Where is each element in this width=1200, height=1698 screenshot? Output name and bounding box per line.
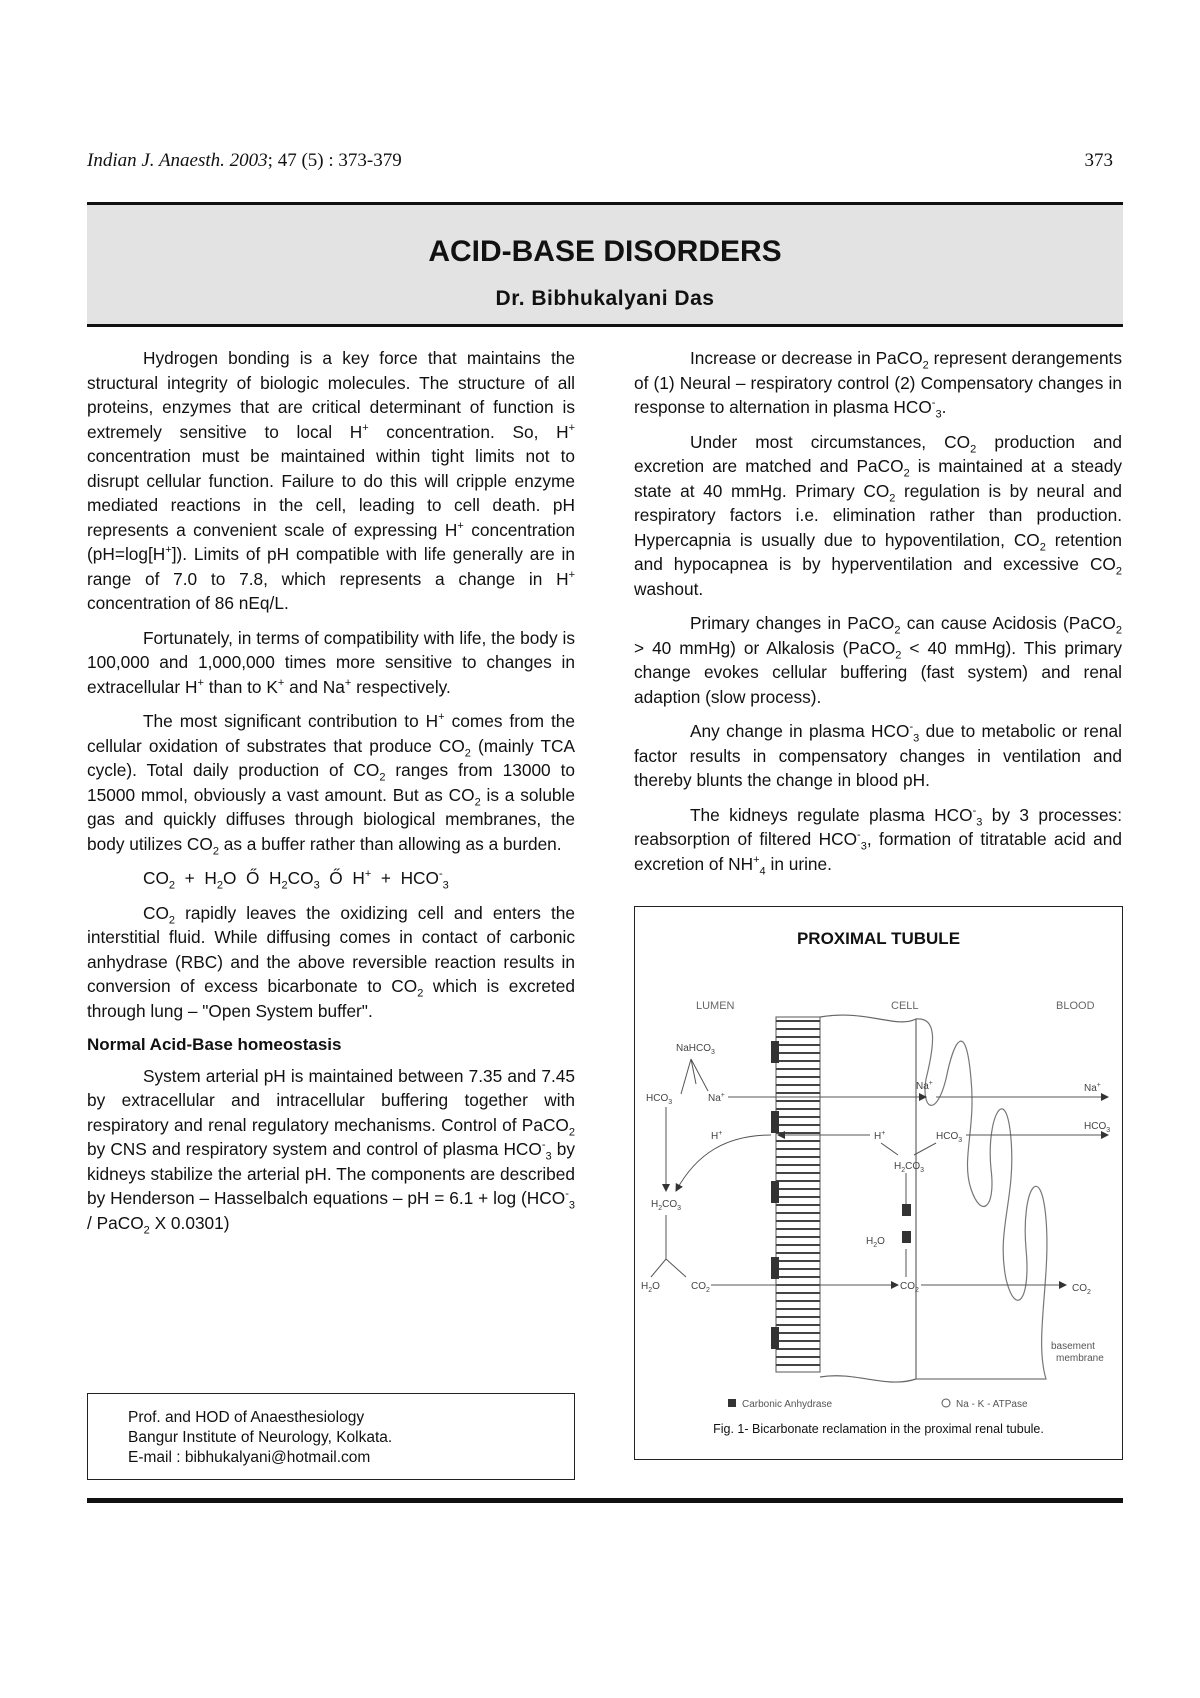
cell-outline bbox=[820, 1015, 916, 1382]
basement-label: basement bbox=[1051, 1341, 1095, 1352]
hco3-cell-label: $HCO_3$ bbox=[936, 1131, 963, 1144]
h2o-cell-label: $H_2O$ bbox=[866, 1236, 885, 1249]
affiliation-title: Prof. and HOD of Anaesthesiology bbox=[128, 1409, 365, 1426]
paragraph: Primary changes in PaCO$_2$ can cause Acidosis (PaCO$_2$ > 40 mmHg) or Alkalosis (PaCO$_2$ < 40 mmHg). This primary change evokes cellular buffering (fast system) and renal adaption (slow process). bbox=[634, 613, 1123, 707]
affiliation-institute: Bangur Institute of Neurology, Kolkata. bbox=[128, 1429, 393, 1446]
na-lumen-label: Na+ bbox=[708, 1092, 725, 1104]
equation: $CO_2 + H_2O$ Ő $H_2CO_3$ Ő $H^+ + HCO^-_3$ bbox=[143, 868, 449, 892]
membrane-label: membrane bbox=[1056, 1353, 1104, 1364]
basolateral-folds bbox=[916, 1019, 1047, 1379]
article-title: ACID-BASE DISORDERS bbox=[428, 235, 782, 268]
figure-caption: Fig. 1- Bicarbonate reclamation in the proximal renal tubule. bbox=[713, 1422, 1044, 1436]
co2-lumen-label: $CO_2$ bbox=[691, 1281, 710, 1294]
h2co3-cell-label: $H_2CO_3$ bbox=[894, 1161, 925, 1174]
right-column bbox=[634, 346, 1122, 886]
paragraph: Increase or decrease in PaCO$_2$ represent derangements of (1) Neural – respiratory control (2) Compensatory changes in response to alternation in plasma $HCO^-_3$. bbox=[634, 348, 1122, 421]
left-column bbox=[87, 346, 575, 1245]
article-author: Dr. Bibhukalyani Das bbox=[495, 287, 715, 310]
hco3-blood-label: $HCO_3$ bbox=[1084, 1121, 1111, 1134]
journal-volume: ; 47 (5) : 373-379 bbox=[267, 150, 402, 171]
h2co3-lumen-label: $H_2CO_3$ bbox=[651, 1199, 682, 1212]
atpase-legend-icon bbox=[942, 1399, 950, 1407]
affiliation-box bbox=[87, 1393, 575, 1480]
h2o-lumen-label: $H_2O$ bbox=[641, 1281, 660, 1294]
paragraph: Any change in plasma $HCO^-_3$ due to metabolic or renal factor results in compensatory changes in ventilation and thereby blunts the change in blood pH. bbox=[634, 721, 1122, 790]
figure-box bbox=[634, 906, 1123, 1460]
legend-atpase: Na - K - ATPase bbox=[956, 1399, 1028, 1410]
section-heading: Normal Acid-Base homeostasis bbox=[87, 1035, 342, 1054]
figure-title: PROXIMAL TUBULE bbox=[796, 929, 961, 948]
paragraph: System arterial pH is maintained between 7.35 and 7.45 by extracellular and intracellular buffering together with respiratory and renal regulatory mechanisms. Control of PaCO$_2$ by CNS and respiratory system and control of plasma $HCO^-_3$ by kidneys stabilize the arterial pH. The components are described by Henderson – Hasselbalch equations – pH = $6.1 + \log (HCO^-_3$ / PaCO$_2$ X 0.0301) bbox=[87, 1065, 575, 1236]
legend-carbonic-anhydrase: Carbonic Anhydrase bbox=[742, 1399, 833, 1410]
proximal-tubule-diagram bbox=[636, 959, 1122, 1429]
paragraph: Fortunately, in terms of compatibility with life, the body is 100,000 and 1,000,000 times more sensitive to changes in extracellular H+ than to K+ and Na+ respectively. bbox=[87, 627, 575, 697]
nahco3-label: NaHCO$_3$ bbox=[676, 1043, 715, 1056]
blood-label: BLOOD bbox=[1056, 1000, 1095, 1012]
h-cell-label: H+ bbox=[874, 1130, 886, 1142]
bottom-rule bbox=[87, 1498, 1123, 1503]
affiliation-email: E-mail : bibhukalyani@hotmail.com bbox=[128, 1449, 371, 1466]
cell-label: CELL bbox=[891, 1000, 919, 1012]
na-blood-label: Na+ bbox=[1084, 1082, 1101, 1094]
paragraph: Under most circumstances, $CO_2$ production and excretion are matched and PaCO$_2$ is maintained at a steady state at 40 mmHg. Primary $CO_2$ regulation is by neural and respiratory factors i.e. elimination rather than production. Hypercapnia is usually due to hypoventilation, $CO_2$ retention and hypocapnea is by hyperventilation and excessive $CO_2$ washout. bbox=[634, 431, 1122, 599]
co2-blood-label: $CO_2$ bbox=[1072, 1283, 1091, 1296]
na-cell-label: Na+ bbox=[916, 1080, 933, 1092]
brush-border bbox=[771, 1017, 820, 1372]
paragraph: $CO_2$ rapidly leaves the oxidizing cell and enters the interstitial fluid. While diffusing comes in contact of carbonic anhydrase (RBC) and the above reversible reaction results in conversion of excess bicarbonate to $CO_2$ which is excreted through lung – "Open System buffer". bbox=[87, 902, 575, 1021]
paragraph: The most significant contribution to H+ comes from the cellular oxidation of substrates that produce $CO_2$ (mainly TCA cycle). Total daily production of $CO_2$ ranges from 13000 to 15000 mmol, obviously a vast amount. But as $CO_2$ is a soluble gas and quickly diffuses through biological membranes, the body utilizes $CO_2$ as a buffer rather than allowing as a burden. bbox=[87, 711, 576, 857]
journal-citation bbox=[87, 150, 402, 172]
hco3-lumen-label: $HCO_3$ bbox=[646, 1093, 673, 1106]
paragraph: Hydrogen bonding is a key force that maintains the structural integrity of biologic molecules. The structure of all proteins, enzymes that are critical determinant of function is extremely sensitive to local H+ concentration. So, H+ concentration must be maintained within tight limits not to disrupt cellular function. Failure to do this will cripple enzyme mediated reactions in the cell, leading to cell death. pH represents a convenient scale of expressing H+ concentration (pH=log[H+]). Limits of pH compatible with life generally are in range of 7.0 to 7.8, which represents a change in H+ concentration of 86 nEq/L. bbox=[87, 348, 575, 613]
co2-cell-label: $CO_2$ bbox=[900, 1281, 919, 1294]
title-box bbox=[87, 202, 1123, 327]
journal-name: Indian J. Anaesth. 2003 bbox=[87, 150, 268, 171]
carbonic-anhydrase-legend-icon bbox=[728, 1399, 736, 1407]
lumen-label: LUMEN bbox=[696, 1000, 735, 1012]
h-lumen-label: H+ bbox=[711, 1130, 723, 1142]
page-number: 373 bbox=[1084, 150, 1113, 171]
paragraph: The kidneys regulate plasma $HCO^-_3$ by 3 processes: reabsorption of filtered $HCO^-_3$, formation of titratable acid and excretion of $NH^+_4$ in urine. bbox=[634, 804, 1123, 877]
